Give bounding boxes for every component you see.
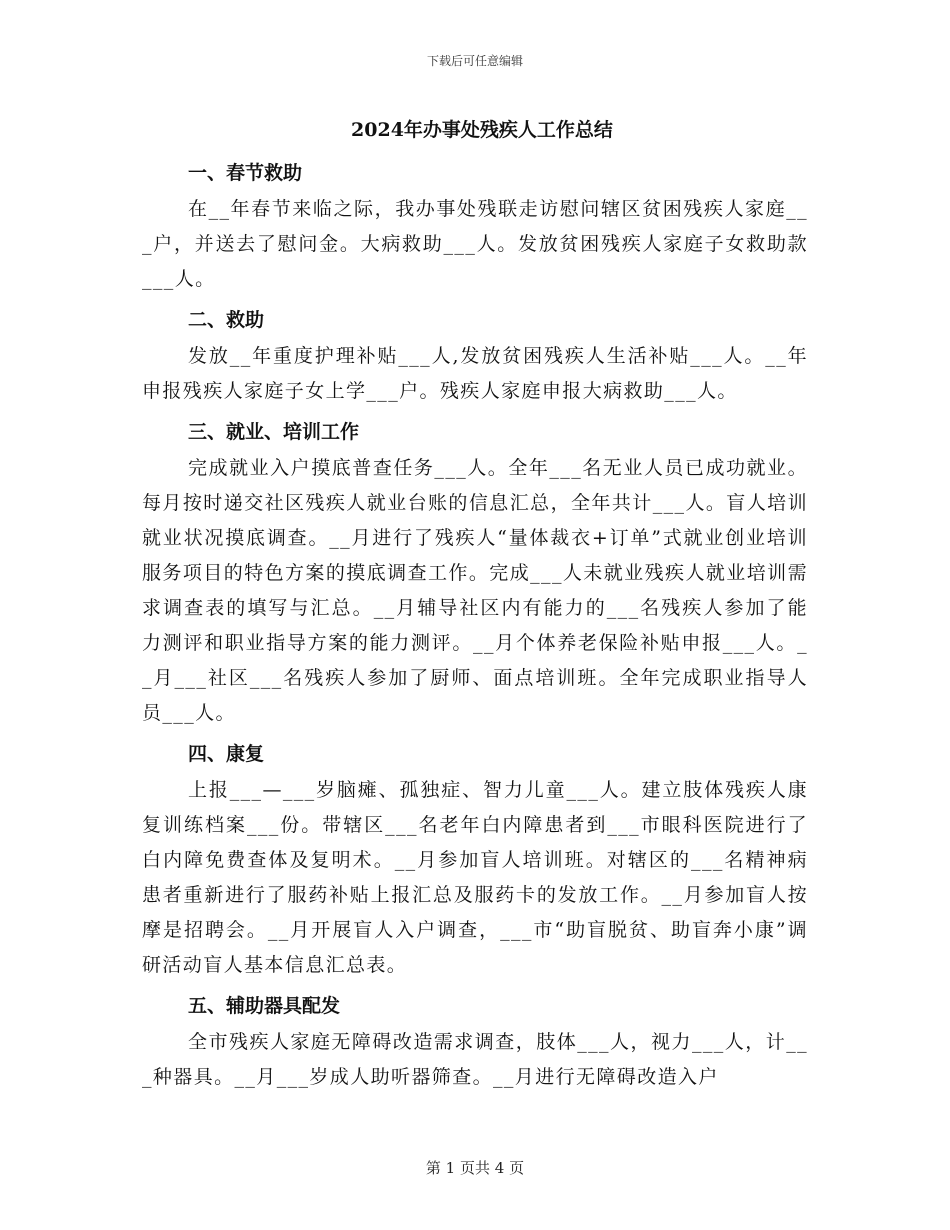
section-paragraph: 完成就业入户摸底普查任务___人。全年___名无业人员已成功就业。每月按时递交社区残疾人就业台账的信息汇总，全年共计___人。盲人培训就业状况摸底调查。__月进行了残疾人“量体裁衣+订单”式就业创业培训服务项目的特色方案的摸底调查工作。完成___人未就业残疾人就业培训需求调查表的填写与汇总。__月辅导社区内有能力的___名残疾人参加了能力测评和职业指导方案的能力测评。__月个体养老保险补贴申报___人。__月___社区___名残疾人参加了厨师、面点培训班。全年完成职业指导人员___人。 [142,457,808,724]
section-heading: 二、救助 [188,309,265,331]
section-relief [142,301,808,409]
section-heading: 五、辅助器具配发 [188,995,341,1017]
section-paragraph: 发放__年重度护理补贴___人,发放贫困残疾人生活补贴___人。__年申报残疾人家庭子女上学___户。残疾人家庭申报大病救助___人。 [142,345,808,402]
document-title: 2024年办事处残疾人工作总结 [351,119,613,141]
section-spring-festival-relief [142,154,808,297]
section-assistive-devices [142,987,808,1095]
section-paragraph: 在__年春节来临之际，我办事处残联走访慰问辖区贫困残疾人家庭___户，并送去了慰问金。大病救助___人。发放贫困残疾人家庭子女救助款___人。 [142,198,808,290]
page-header-note: 下载后可任意编辑 [426,54,523,68]
section-paragraph: 全市残疾人家庭无障碍改造需求调查，肢体___人，视力___人，计___种器具。__月___岁成人助听器筛查。__月进行无障碍改造入户 [142,1031,808,1088]
section-heading: 一、春节救助 [188,162,303,184]
section-paragraph: 上报___—___岁脑瘫、孤独症、智力儿童___人。建立肢体残疾人康复训练档案___份。带辖区___名老年白内障患者到___市眼科医院进行了白内障免费查体及复明术。__月参加盲人培训班。对辖区的___名精神病患者重新进行了服药补贴上报汇总及服药卡的发放工作。__月参加盲人按摩是招聘会。__月开展盲人入户调查，___市“助盲脱贫、助盲奔小康”调研活动盲人基本信息汇总表。 [142,779,808,976]
section-heading: 四、康复 [188,743,265,765]
section-heading: 三、就业、培训工作 [188,421,360,443]
document-body [142,112,808,1099]
page-number: 第 1 页共 4 页 [425,1159,525,1177]
section-employment-training [142,413,808,731]
section-rehabilitation [142,735,808,983]
